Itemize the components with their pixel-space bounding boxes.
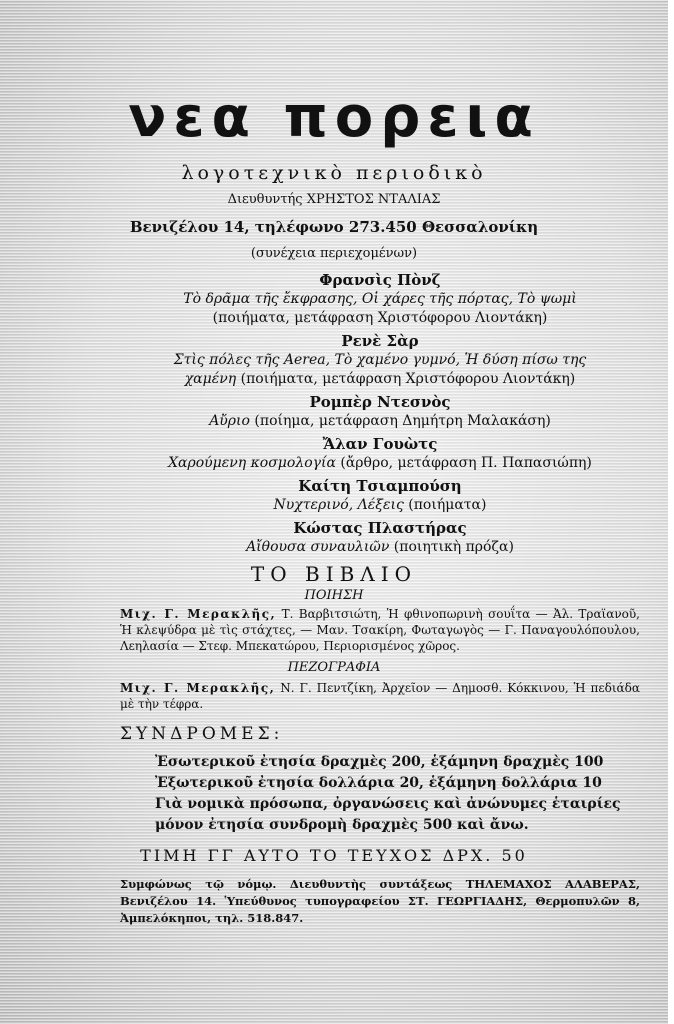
entry-work [150,412,610,431]
entry-note: (ποιήματα) [408,497,487,513]
entry-author: Ἄλαν Γουὼτς [322,435,438,453]
contents-entry [150,518,610,557]
entry-author: Καίτη Τσιαμπούση [298,477,462,495]
entry-titles: Στὶς πόλες τῆς Aerea, Τὸ χαμένο γυμνό, Ἡ δύση πίσω της χαμένη [173,352,587,387]
entry-author: Κώστας Πλαστήρας [293,519,467,537]
subscriptions-list [155,752,635,836]
subscription-line: Ἐσωτερικοῦ ἐτησία δραχμὲς 200, ἑξάμηνη δραχμὲς 100 [155,754,604,770]
entry-note: (ποιήματα, μετάφραση Χριστόφορου Λιοντάκη) [212,310,548,326]
entry-work [150,538,610,557]
entry-note: (ποιητικὴ πρόζα) [393,539,514,555]
prose-review-text: Ν. Γ. Πεντζίκη, Ἀρχεῖον — Δημοσθ. Κόκκινου, Ἡ πεδιάδα μὲ τὴν τέφρα. [120,681,640,711]
reviewer-name: Μιχ. Γ. Μερακλῆς, [120,607,277,621]
contents-entry [150,434,610,473]
entry-work [150,496,610,515]
book-heading: ΤΟ ΒΙΒΛΙΟ [250,562,418,586]
poetry-review-text: Τ. Βαρβιτσιώτη, Ἡ φθινοπωρινὴ σουΐτα — Ἀλ. Τραϊανοῦ, Ἡ κλεψύδρα μὲ τὶς στάχτες, — Μαν. Τσακίρη, Φωταγωγὸς — Γ. Παναγουλόπουλου, Λεηλασία — Στεφ. Μπεκατώρου, Περιορισμένος χῶρος. [120,607,640,653]
subscriptions-heading: ΣΥΝΔΡΟΜΕΣ: [120,724,284,744]
entry-note: (ποιήματα, μετάφραση Χριστόφορου Λιοντάκη) [240,371,576,387]
entry-titles: Νυχτερινό, Λέξεις [273,497,404,513]
entry-work [150,454,610,473]
subscription-line: Γιὰ νομικὰ πρόσωπα, ὀργανώσεις καὶ ἀνώνυμες ἑταιρίες μόνον ἐτησία συνδρομὴ δραχμὲς 500 καὶ ἄνω. [155,796,621,833]
entry-author: Ρενὲ Σὰρ [341,332,419,350]
contents-entry [150,331,610,389]
entry-titles: Αἴθουσα συναυλιῶν [246,539,390,555]
poetry-review [120,606,640,654]
scan-edge [668,0,674,1024]
entry-author: Ρομπὲρ Ντεσνὸς [309,393,451,411]
poetry-heading: ΠΟΙΗΣΗ [304,588,364,603]
continued-note: (συνέχεια περιεχομένων) [250,246,418,261]
contents-entry [150,476,610,515]
prose-review [120,680,640,712]
contents-list [150,270,610,560]
entry-note: (ποίημα, μετάφραση Δημήτρη Μαλακάση) [254,413,551,429]
entry-titles: Αὔριο [209,413,250,429]
issue-price: ΤΙΜΗ ΓΓ ΑΥΤΟ ΤΟ ΤΕΥΧΟΣ ΔΡΧ. 50 [140,846,528,865]
entry-titles: Τὸ δρᾶμα τῆς ἔκφρασης, Οἱ χάρες τῆς πόρτας, Τὸ ψωμὶ [183,291,577,307]
magazine-title: νεα πορεια [128,85,540,150]
contents-entry [150,270,610,328]
director-line: Διευθυντής ΧΡΗΣΤΟΣ ΝΤΑΛΙΑΣ [227,192,441,207]
entry-work [150,290,610,328]
contents-entry [150,392,610,431]
legal-footer: Συμφώνως τῷ νόμῳ. Διευθυντὴς συντάξεως ΤΗΛΕΜΑΧΟΣ ΑΛΑΒΕΡΑΣ, Βενιζέλου 14. Ὑπεύθυνος τυπογραφείου ΣΤ. ΓΕΩΡΓΙΑΔΗΣ, Θερμοπυλῶν 8, Ἀμπελόκηποι, τηλ. 518.847. [120,877,640,925]
entry-work [150,351,610,389]
reviewer-name: Μιχ. Γ. Μερακλῆς, [120,681,276,695]
entry-author: Φρανσὶς Πὸνζ [319,271,441,289]
entry-titles: Χαρούμενη κοσμολογία [168,455,336,471]
entry-note: (ἄρθρο, μετάφραση Π. Παπασιώπη) [340,455,592,471]
prose-heading: ΠΕΖΟΓΡΑΦΙΑ [287,660,381,675]
address-line: Βενιζέλου 14, τηλέφωνο 273.450 Θεσσαλονίκη [129,218,539,236]
magazine-subtitle: λογοτεχνικὸ περιοδικὸ [181,162,487,184]
subscription-line: Ἐξωτερικοῦ ἐτησία δολλάρια 20, ἑξάμηνη δολλάρια 10 [155,775,602,791]
